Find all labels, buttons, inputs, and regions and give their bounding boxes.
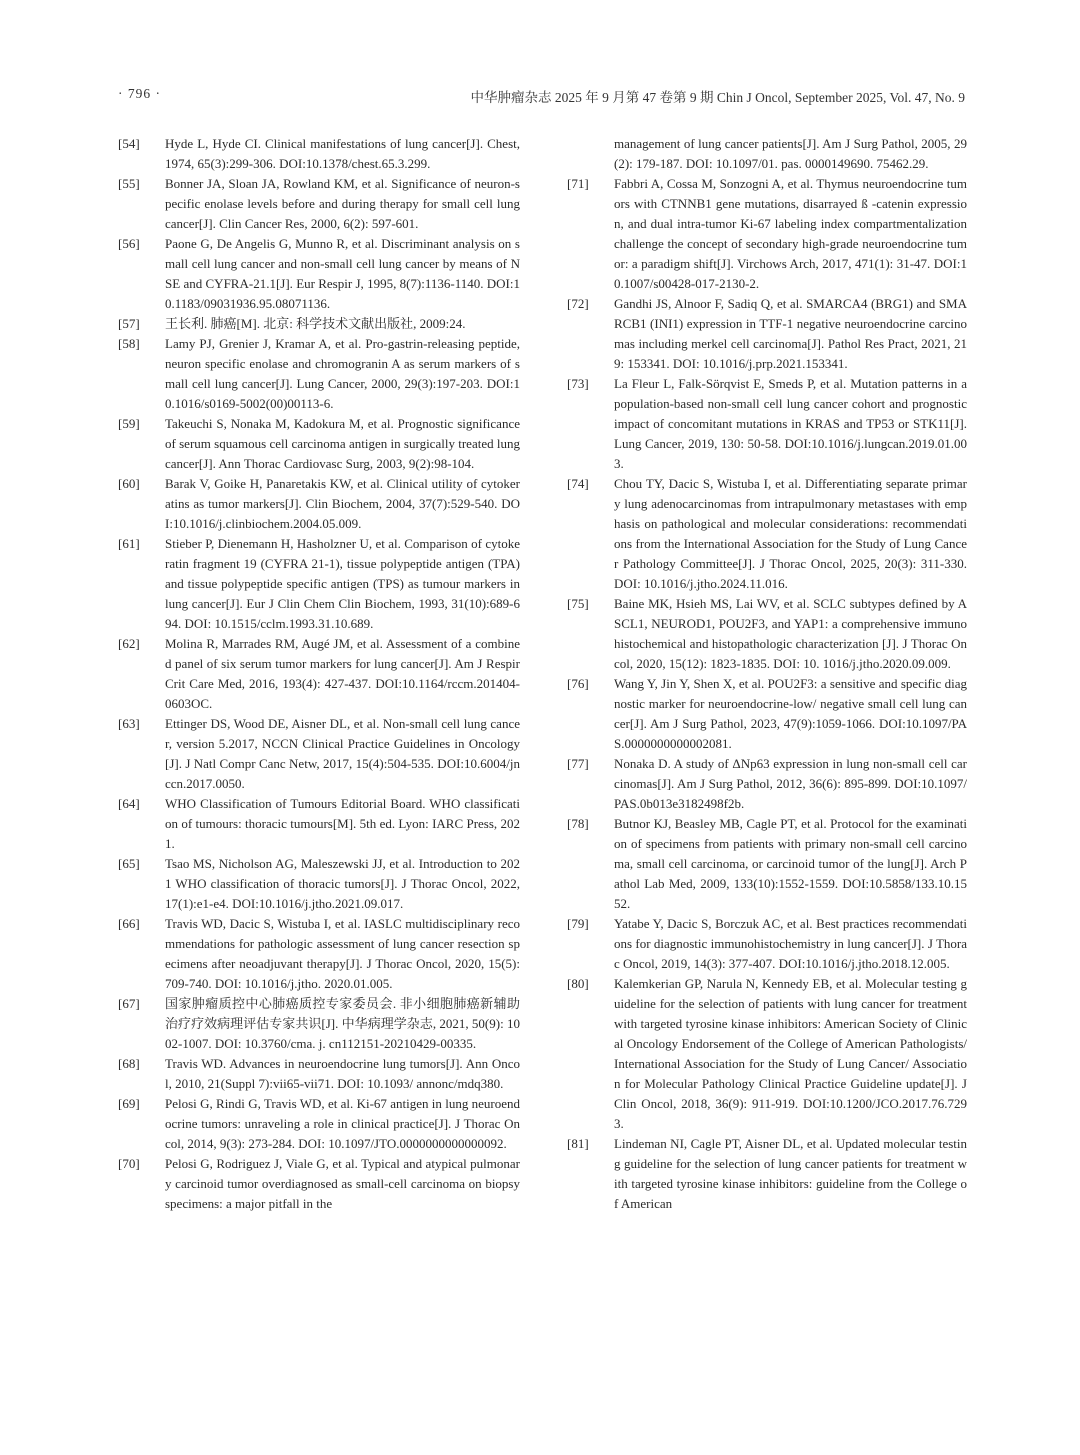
reference-text: Gandhi JS, Alnoor F, Sadiq Q, et al. SMARCA4 (BRG1) and SMARCB1 (INI1) expression in TTF-1 negative neuroendocrine carcinomas including merkel cell carcinoma[J]. Pathol Res Pract, 2021, 219: 153341. DOI: 10.1016/j.prp.2021.153341. <box>614 296 967 371</box>
reference-column-right <box>567 134 967 1214</box>
reference-text: WHO Classification of Tumours Editorial Board. WHO classification of tumours: thoracic tumours[M]. 5th ed. Lyon: IARC Press, 2021. <box>165 796 520 851</box>
reference-number: [65] <box>118 856 140 871</box>
journal-citation-line: 中华肿瘤杂志 2025 年 9 月第 47 卷第 9 期 Chin J Oncol, September 2025, Vol. 47, No. 9 <box>470 90 965 105</box>
reference-text: Wang Y, Jin Y, Shen X, et al. POU2F3: a sensitive and specific diagnostic marker for neuroendocrine-low/ negative small cell lung cancer[J]. Am J Surg Pathol, 2023, 47(9):1059-1066. DOI:10.1097/PAS.0000000000002081. <box>614 676 967 751</box>
reference-text: Pelosi G, Rindi G, Travis WD, et al. Ki-67 antigen in lung neuroendocrine tumors: unraveling a role in clinical practice[J]. J Thorac Oncol, 2014, 9(3): 273-284. DOI: 10.1097/JTO.0000000000000092. <box>165 1096 520 1151</box>
reference-text: Travis WD, Dacic S, Wistuba I, et al. IASLC multidisciplinary recommendations for pathologic assessment of lung cancer resection specimens after neoadjuvant therapy[J]. J Thorac Oncol, 2020, 15(5): 709-740. DOI: 10.1016/j.jtho. 2020.01.005. <box>165 916 520 991</box>
reference-text: 王长利. 肺癌[M]. 北京: 科学技术文献出版社, 2009:24. <box>165 316 466 331</box>
reference-number: [78] <box>567 816 589 831</box>
reference-text: Yatabe Y, Dacic S, Borczuk AC, et al. Best practices recommendations for diagnostic immunohistochemistry in lung cancer[J]. J Thorac Oncol, 2019, 14(3): 377-407. DOI:10.1016/j.jtho.2018.12.005. <box>614 916 967 971</box>
reference-entry <box>567 594 967 674</box>
reference-text: Butnor KJ, Beasley MB, Cagle PT, et al. Protocol for the examination of specimens from patients with primary non-small cell carcinoma, small cell carcinoma, or carcinoid tumor of the lung[J]. Arch Pathol Lab Med, 2009, 133(10):1552-1559. DOI:10.5858/133.10.1552. <box>614 816 967 911</box>
reference-entry <box>118 534 520 634</box>
reference-entry <box>567 174 967 294</box>
reference-text: Travis WD. Advances in neuroendocrine lung tumors[J]. Ann Oncol, 2010, 21(Suppl 7):vii65-vii71. DOI: 10.1093/ annonc/mdq380. <box>165 1056 520 1091</box>
reference-number: [67] <box>118 996 140 1011</box>
reference-number: [80] <box>567 976 589 991</box>
reference-text: Tsao MS, Nicholson AG, Maleszewski JJ, et al. Introduction to 2021 WHO classification of thoracic tumors[J]. J Thorac Oncol, 2022, 17(1):e1-e4. DOI:10.1016/j.jtho.2021.09.017. <box>165 856 520 911</box>
reference-number: [69] <box>118 1096 140 1111</box>
reference-number: [56] <box>118 236 140 251</box>
reference-entry <box>567 814 967 914</box>
reference-number: [59] <box>118 416 140 431</box>
reference-text: Lamy PJ, Grenier J, Kramar A, et al. Pro-gastrin-releasing peptide, neuron specific enolase and chromogranin A as serum markers of small cell lung cancer[J]. Lung Cancer, 2000, 29(3):197-203. DOI:10.1016/s0169-5002(00)00113-6. <box>165 336 520 411</box>
reference-number: [66] <box>118 916 140 931</box>
reference-number: [61] <box>118 536 140 551</box>
reference-entry <box>567 914 967 974</box>
reference-number: [72] <box>567 296 589 311</box>
reference-text: La Fleur L, Falk-Sörqvist E, Smeds P, et al. Mutation patterns in a population-based non-small cell lung cancer cohort and prognostic impact of concomitant mutations in KRAS and TP53 or STK11[J]. Lung Cancer, 2019, 130: 50-58. DOI:10.1016/j.lungcan.2019.01.003. <box>614 376 967 471</box>
reference-entry <box>118 174 520 234</box>
reference-text: Paone G, De Angelis G, Munno R, et al. Discriminant analysis on small cell lung cancer and non-small cell lung cancer by means of NSE and CYFRA-21.1[J]. Eur Respir J, 1995, 8(7):1136-1140. DOI:10.1183/09031936.95.08071136. <box>165 236 520 311</box>
reference-entry <box>567 294 967 374</box>
reference-column-left <box>118 134 520 1214</box>
reference-number: [71] <box>567 176 589 191</box>
running-header <box>118 86 965 108</box>
reference-number: [70] <box>118 1156 140 1171</box>
reference-text: 国家肿瘤质控中心肺癌质控专家委员会. 非小细胞肺癌新辅助治疗疗效病理评估专家共识[J]. 中华病理学杂志, 2021, 50(9): 1002-1007. DOI: 10.3760/cma. j. cn112151-20210429-00335. <box>165 996 520 1051</box>
reference-entry <box>118 1094 520 1154</box>
reference-number: [55] <box>118 176 140 191</box>
reference-entry <box>118 234 520 314</box>
page-number: · 796 · <box>118 86 161 101</box>
reference-text: Hyde L, Hyde CI. Clinical manifestations of lung cancer[J]. Chest, 1974, 65(3):299-306. DOI:10.1378/chest.65.3.299. <box>165 136 520 171</box>
reference-entry <box>567 134 967 174</box>
reference-entry <box>567 374 967 474</box>
reference-number: [63] <box>118 716 140 731</box>
reference-number: [64] <box>118 796 140 811</box>
reference-entry <box>567 674 967 754</box>
reference-text: Takeuchi S, Nonaka M, Kadokura M, et al. Prognostic significance of serum squamous cell carcinoma antigen in surgically treated lung cancer[J]. Ann Thorac Cardiovasc Surg, 2003, 9(2):98-104. <box>165 416 520 471</box>
reference-entry <box>118 854 520 914</box>
reference-number: [68] <box>118 1056 140 1071</box>
reference-number: [76] <box>567 676 589 691</box>
reference-text: Molina R, Marrades RM, Augé JM, et al. Assessment of a combined panel of six serum tumor markers for lung cancer[J]. Am J Respir Crit Care Med, 2016, 193(4): 427-437. DOI:10.1164/rccm.201404-0603OC. <box>165 636 520 711</box>
reference-text: Fabbri A, Cossa M, Sonzogni A, et al. Thymus neuroendocrine tumors with CTNNB1 gene mutations, disarrayed ß -catenin expression, and dual intra-tumor Ki-67 labeling index compartmentalization challenge the concept of secondary high-grade neuroendocrine tumor: a paradigm shift[J]. Virchows Arch, 2017, 471(1): 31-47. DOI:10.1007/s00428-017-2130-2. <box>614 176 967 291</box>
reference-entry <box>567 754 967 814</box>
reference-entry <box>118 994 520 1054</box>
reference-number: [77] <box>567 756 589 771</box>
reference-entry <box>567 974 967 1134</box>
reference-text: Kalemkerian GP, Narula N, Kennedy EB, et al. Molecular testing guideline for the selection of patients with lung cancer for treatment with targeted tyrosine kinase inhibitors: American Society of Clinical Oncology Endorsement of the College of American Pathologists/ International Association for the Study of Lung Cancer/ Association for Molecular Pathology Clinical Practice Guideline update[J]. J Clin Oncol, 2018, 36(9): 911-919. DOI:10.1200/JCO.2017.76.7293. <box>614 976 967 1131</box>
reference-text: Stieber P, Dienemann H, Hasholzner U, et al. Comparison of cytokeratin fragment 19 (CYFRA 21-1), tissue polypeptide antigen (TPA) and tissue polypeptide specific antigen (TPS) as tumour markers in lung cancer[J]. Eur J Clin Chem Clin Biochem, 1993, 31(10):689-694. DOI: 10.1515/cclm.1993.31.10.689. <box>165 536 520 631</box>
reference-entry <box>118 1154 520 1214</box>
reference-entry <box>118 1054 520 1094</box>
reference-number: [62] <box>118 636 140 651</box>
reference-entry <box>118 414 520 474</box>
reference-entry <box>118 314 520 334</box>
reference-entry <box>118 474 520 534</box>
reference-text: Lindeman NI, Cagle PT, Aisner DL, et al. Updated molecular testing guideline for the selection of lung cancer patients for treatment with targeted tyrosine kinase inhibitors: guideline from the College of American <box>614 1136 967 1211</box>
reference-number: [54] <box>118 136 140 151</box>
reference-entry <box>118 634 520 714</box>
reference-text: Nonaka D. A study of ΔNp63 expression in lung non-small cell carcinomas[J]. Am J Surg Pathol, 2012, 36(6): 895-899. DOI:10.1097/PAS.0b013e3182498f2b. <box>614 756 967 811</box>
reference-number: [73] <box>567 376 589 391</box>
reference-entry <box>118 134 520 174</box>
reference-text: Barak V, Goike H, Panaretakis KW, et al. Clinical utility of cytokeratins as tumor markers[J]. Clin Biochem, 2004, 37(7):529-540. DOI:10.1016/j.clinbiochem.2004.05.009. <box>165 476 520 531</box>
reference-number: [79] <box>567 916 589 931</box>
reference-entry <box>118 794 520 854</box>
reference-number: [81] <box>567 1136 589 1151</box>
reference-number: [57] <box>118 316 140 331</box>
reference-text: Pelosi G, Rodriguez J, Viale G, et al. Typical and atypical pulmonary carcinoid tumor overdiagnosed as small-cell carcinoma on biopsy specimens: a major pitfall in the <box>165 1156 520 1211</box>
reference-text: Bonner JA, Sloan JA, Rowland KM, et al. Significance of neuron-specific enolase levels before and during therapy for small cell lung cancer[J]. Clin Cancer Res, 2000, 6(2): 597-601. <box>165 176 520 231</box>
reference-text: Ettinger DS, Wood DE, Aisner DL, et al. Non-small cell lung cancer, version 5.2017, NCCN Clinical Practice Guidelines in Oncology[J]. J Natl Compr Canc Netw, 2017, 15(4):504-535. DOI:10.6004/jnccn.2017.0050. <box>165 716 520 791</box>
reference-text: management of lung cancer patients[J]. Am J Surg Pathol, 2005, 29(2): 179-187. DOI: 10.1097/01. pas. 0000149690. 75462.29. <box>614 136 967 171</box>
reference-entry <box>118 334 520 414</box>
reference-number: [75] <box>567 596 589 611</box>
reference-entry <box>567 1134 967 1214</box>
reference-number: [60] <box>118 476 140 491</box>
reference-number: [74] <box>567 476 589 491</box>
reference-text: Baine MK, Hsieh MS, Lai WV, et al. SCLC subtypes defined by ASCL1, NEUROD1, POU2F3, and YAP1: a comprehensive immunohistochemical and histopathologic characterization [J]. J Thorac Oncol, 2020, 15(12): 1823-1835. DOI: 10. 1016/j.jtho.2020.09.009. <box>614 596 967 671</box>
reference-number: [58] <box>118 336 140 351</box>
reference-entry <box>118 714 520 794</box>
reference-text: Chou TY, Dacic S, Wistuba I, et al. Differentiating separate primary lung adenocarcinomas from intrapulmonary metastases with emphasis on pathological and molecular considerations: recommendations from the International Association for the Study of Lung Cancer Pathology Committee[J]. J Thorac Oncol, 2025, 20(3): 311-330. DOI: 10.1016/j.jtho.2024.11.016. <box>614 476 967 591</box>
reference-entry <box>118 914 520 994</box>
reference-entry <box>567 474 967 594</box>
